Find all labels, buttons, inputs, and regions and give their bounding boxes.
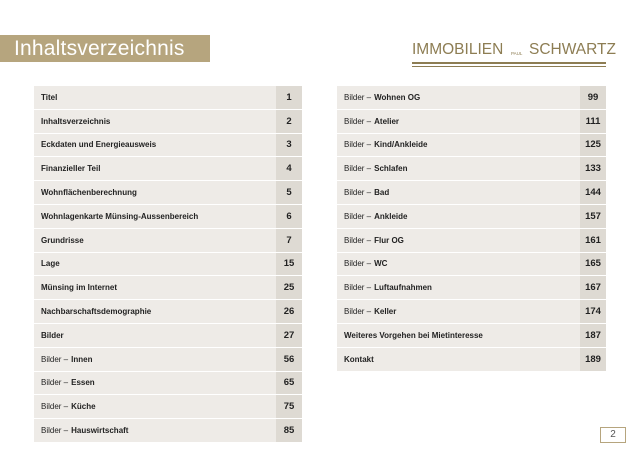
toc-entry-title: Ankleide bbox=[374, 211, 408, 221]
toc-left-column bbox=[34, 86, 302, 443]
logo-text-immobilien: IMMOBILIEN bbox=[412, 41, 504, 58]
toc-entry-title: Weiteres Vorgehen bei Mietinteresse bbox=[344, 330, 483, 340]
toc-entry-label bbox=[34, 205, 276, 228]
toc-entry-label bbox=[34, 181, 276, 204]
toc-entry-label bbox=[337, 110, 580, 133]
toc-entry-prefix: Bilder – bbox=[344, 92, 372, 102]
toc-row[interactable] bbox=[34, 348, 302, 372]
toc-entry-title: Innen bbox=[71, 354, 93, 364]
toc-entry-label bbox=[337, 181, 580, 204]
toc-entry-page: 26 bbox=[276, 300, 302, 323]
toc-entry-label bbox=[337, 253, 580, 276]
toc-row[interactable] bbox=[34, 157, 302, 181]
toc-row[interactable] bbox=[34, 253, 302, 277]
toc-entry-page: 25 bbox=[276, 276, 302, 299]
toc-entry-title: Finanzieller Teil bbox=[41, 164, 101, 174]
toc-entry-prefix: Bilder – bbox=[41, 354, 69, 364]
toc-row[interactable] bbox=[337, 110, 606, 134]
toc-entry-label bbox=[34, 229, 276, 252]
toc-row[interactable] bbox=[337, 300, 606, 324]
toc-row[interactable] bbox=[337, 86, 606, 110]
toc-entry-label bbox=[34, 395, 276, 418]
toc-entry-page: 7 bbox=[276, 229, 302, 252]
toc-entry-label bbox=[337, 348, 580, 371]
toc-row[interactable] bbox=[337, 276, 606, 300]
toc-row[interactable] bbox=[337, 134, 606, 158]
toc-row[interactable] bbox=[34, 300, 302, 324]
toc-entry-label bbox=[337, 276, 580, 299]
toc-entry-title: Eckdaten und Energieausweis bbox=[41, 140, 157, 150]
toc-entry-title: Kind/Ankleide bbox=[374, 140, 428, 150]
toc-row[interactable] bbox=[337, 253, 606, 277]
toc-entry-page: 6 bbox=[276, 205, 302, 228]
page-title: Inhaltsverzeichnis bbox=[0, 35, 210, 62]
toc-entry-page: 27 bbox=[276, 324, 302, 347]
toc-entry-prefix: Bilder – bbox=[344, 140, 372, 150]
toc-entry-title: Kontakt bbox=[344, 354, 374, 364]
toc-entry-title: Flur OG bbox=[374, 235, 404, 245]
toc-entry-title: Wohnlagenkarte Münsing-Aussenbereich bbox=[41, 211, 199, 221]
toc-entry-page: 187 bbox=[580, 324, 606, 347]
toc-row[interactable] bbox=[34, 134, 302, 158]
toc-row[interactable] bbox=[34, 372, 302, 396]
toc-entry-label bbox=[34, 300, 276, 323]
toc-entry-page: 75 bbox=[276, 395, 302, 418]
toc-entry-title: Hauswirtschaft bbox=[71, 426, 129, 436]
logo-underline-thin bbox=[412, 66, 606, 67]
toc-entry-title: Inhaltsverzeichnis bbox=[41, 116, 111, 126]
toc-entry-page: 157 bbox=[580, 205, 606, 228]
toc-entry-page: 15 bbox=[276, 253, 302, 276]
toc-entry-title: Lage bbox=[41, 259, 60, 269]
company-logo bbox=[412, 40, 616, 68]
toc-entry-page: 189 bbox=[580, 348, 606, 371]
toc-row[interactable] bbox=[34, 276, 302, 300]
toc-entry-label bbox=[337, 229, 580, 252]
toc-entry-page: 144 bbox=[580, 181, 606, 204]
toc-entry-label bbox=[34, 419, 276, 442]
toc-row[interactable] bbox=[34, 419, 302, 443]
toc-entry-label bbox=[34, 253, 276, 276]
toc-row[interactable] bbox=[337, 181, 606, 205]
page-number: 2 bbox=[600, 427, 626, 443]
toc-entry-page: 161 bbox=[580, 229, 606, 252]
toc-entry-title: Bilder bbox=[41, 330, 64, 340]
toc-entry-prefix: Bilder – bbox=[41, 426, 69, 436]
logo-underline bbox=[412, 62, 606, 64]
toc-row[interactable] bbox=[34, 110, 302, 134]
toc-entry-prefix: Bilder – bbox=[344, 164, 372, 174]
toc-entry-label bbox=[34, 157, 276, 180]
logo-text-schwartz: SCHWARTZ bbox=[529, 41, 616, 58]
toc-entry-title: Schlafen bbox=[374, 164, 408, 174]
toc-row[interactable] bbox=[34, 181, 302, 205]
toc-entry-title: Münsing im Internet bbox=[41, 283, 117, 293]
toc-entry-title: Grundrisse bbox=[41, 235, 84, 245]
toc-entry-prefix: Bilder – bbox=[41, 402, 69, 412]
toc-entry-prefix: Bilder – bbox=[344, 188, 372, 198]
toc-entry-label bbox=[34, 86, 276, 109]
toc-entry-title: Küche bbox=[71, 402, 96, 412]
toc-entry-prefix: Bilder – bbox=[344, 259, 372, 269]
toc-entry-page: 4 bbox=[276, 157, 302, 180]
toc-entry-title: WC bbox=[374, 259, 388, 269]
toc-entry-label bbox=[337, 324, 580, 347]
toc-row[interactable] bbox=[337, 348, 606, 372]
toc-entry-title: Atelier bbox=[374, 116, 400, 126]
toc-entry-label bbox=[337, 205, 580, 228]
toc-entry-prefix: Bilder – bbox=[344, 116, 372, 126]
toc-entry-page: 174 bbox=[580, 300, 606, 323]
toc-row[interactable] bbox=[337, 157, 606, 181]
toc-entry-title: Nachbarschaftsdemographie bbox=[41, 307, 152, 317]
toc-row[interactable] bbox=[337, 205, 606, 229]
toc-entry-prefix: Bilder – bbox=[344, 307, 372, 317]
toc-entry-page: 1 bbox=[276, 86, 302, 109]
toc-row[interactable] bbox=[34, 86, 302, 110]
toc-entry-label bbox=[337, 86, 580, 109]
toc-row[interactable] bbox=[34, 229, 302, 253]
toc-entry-page: 111 bbox=[580, 110, 606, 133]
toc-entry-label bbox=[34, 348, 276, 371]
toc-entry-label bbox=[34, 276, 276, 299]
toc-entry-title: Luftaufnahmen bbox=[374, 283, 432, 293]
toc-entry-page: 133 bbox=[580, 157, 606, 180]
toc-row[interactable] bbox=[34, 395, 302, 419]
toc-entry-page: 85 bbox=[276, 419, 302, 442]
toc-entry-page: 5 bbox=[276, 181, 302, 204]
toc-row[interactable] bbox=[337, 324, 606, 348]
toc-entry-title: Wohnflächenberechnung bbox=[41, 188, 137, 198]
toc-entry-page: 2 bbox=[276, 110, 302, 133]
toc-entry-label bbox=[337, 157, 580, 180]
logo-text-paul: PAUL bbox=[511, 51, 523, 56]
toc-entry-label bbox=[34, 110, 276, 133]
toc-right-column bbox=[337, 86, 606, 372]
toc-entry-label bbox=[34, 134, 276, 157]
toc-entry-prefix: Bilder – bbox=[41, 378, 69, 388]
toc-entry-prefix: Bilder – bbox=[344, 235, 372, 245]
toc-entry-page: 99 bbox=[580, 86, 606, 109]
toc-entry-label bbox=[34, 324, 276, 347]
toc-entry-label bbox=[337, 300, 580, 323]
toc-entry-title: Bad bbox=[374, 188, 390, 198]
toc-entry-page: 125 bbox=[580, 134, 606, 157]
toc-entry-title: Titel bbox=[41, 92, 58, 102]
toc-entry-prefix: Bilder – bbox=[344, 283, 372, 293]
toc-entry-title: Keller bbox=[374, 307, 397, 317]
toc-row[interactable] bbox=[337, 229, 606, 253]
toc-entry-page: 165 bbox=[580, 253, 606, 276]
toc-entry-label bbox=[34, 372, 276, 395]
toc-entry-title: Wohnen OG bbox=[374, 92, 421, 102]
toc-entry-label bbox=[337, 134, 580, 157]
toc-entry-prefix: Bilder – bbox=[344, 211, 372, 221]
toc-row[interactable] bbox=[34, 205, 302, 229]
toc-entry-page: 65 bbox=[276, 372, 302, 395]
toc-entry-page: 3 bbox=[276, 134, 302, 157]
toc-entry-page: 167 bbox=[580, 276, 606, 299]
toc-row[interactable] bbox=[34, 324, 302, 348]
toc-entry-page: 56 bbox=[276, 348, 302, 371]
toc-entry-title: Essen bbox=[71, 378, 95, 388]
